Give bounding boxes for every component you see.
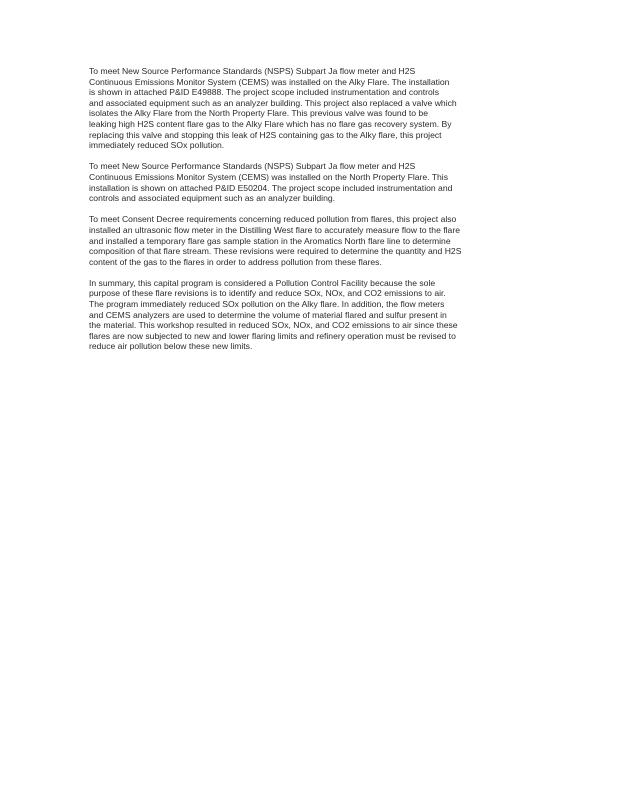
paragraph-summary: In summary, this capital program is considered a Pollution Control Facility because the sole purpose of these flare revisions is to identify and reduce SOx, NOx, and CO2 emissions to air. The program immediately reduced SOx pollution on the Alky flare. In addition, the flow meters and CEMS analyzers are used to determine the volume of material flared and sulfur present in the material. This workshop resulted in reduced SOx, NOx, and CO2 emissions to air since these flares are now subjected to new and lower flaring limits and refinery operation must be revised to reduce air pollution below these new limits. [89,277,458,352]
paragraph-consent-decree: To meet Consent Decree requirements concerning reduced pollution from flares, this project also installed an ultrasonic flow meter in the Distilling West flare to accurately measure flow to the flare and installed a temporary flare gas sample station in the Aromatics North flare line to determine composition of that flare stream. These revisions were required to determine the quantity and H2S content of the gas to the flares in order to address pollution from these flares. [89,214,462,267]
document-body [89,66,529,363]
paragraph-alky-flare: To meet New Source Performance Standards (NSPS) Subpart Ja flow meter and H2S Continuous Emissions Monitor System (CEMS) was installed on the Alky Flare. The installation is shown in attached P&ID E49888. The project scope included instrumentation and controls and associated equipment such as an analyzer building. This project also replaced a valve which isolates the Alky Flare from the North Property Flare. This previous valve was found to be leaking high H2S content flare gas to the Alky Flare which has no flare gas recovery system. By replacing this valve and stopping this leak of H2S containing gas to the Alky flare, this project immediately reduced SOx pollution. [89,66,457,151]
paragraph-north-property-flare: To meet New Source Performance Standards (NSPS) Subpart Ja flow meter and H2S Continuous Emissions Monitor System (CEMS) was installed on the North Property Flare. This installation is shown on attached P&ID E50204. The project scope included instrumentation and controls and associated equipment such as an analyzer building. [89,161,453,204]
